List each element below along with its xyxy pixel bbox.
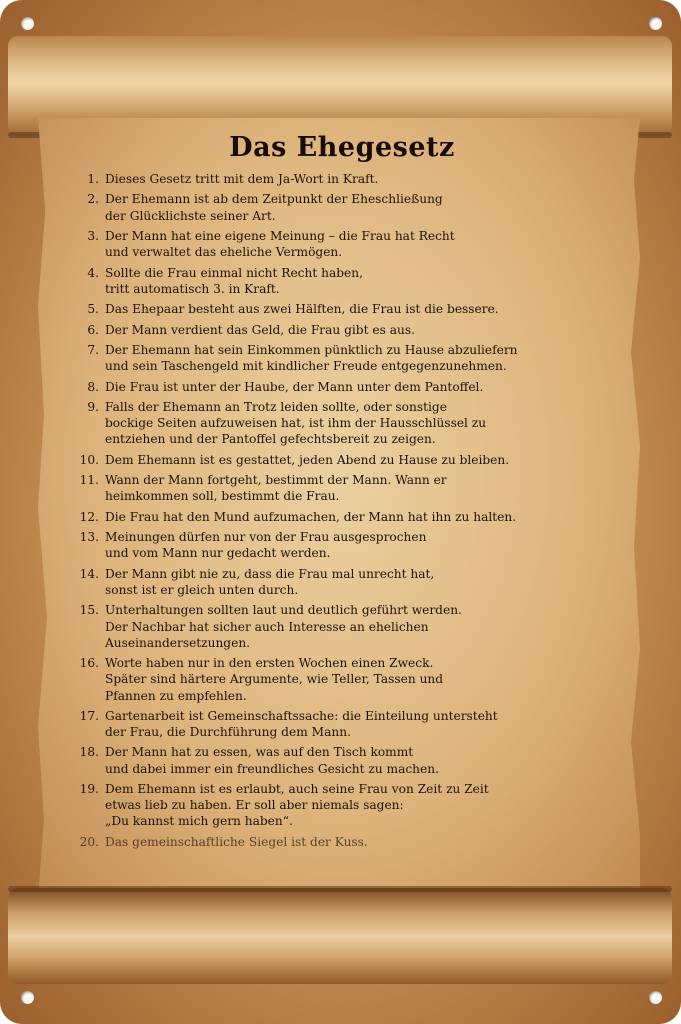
mounting-hole-bottom-right [649, 991, 662, 1004]
law-text [105, 834, 630, 850]
law-text [105, 655, 630, 704]
law-text-line: Das Ehepaar besteht aus zwei Hälften, die Frau ist die bessere. [105, 302, 499, 317]
mounting-hole-top-left [21, 17, 34, 30]
law-text-line: Worte haben nur in den ersten Wochen einen Zweck. [105, 656, 434, 671]
law-text-line: Auseinandersetzungen. [105, 635, 251, 650]
law-text-line: Unterhaltungen sollten laut und deutlich geführt werden. [105, 603, 462, 618]
law-text [105, 566, 630, 598]
law-text-line: Falls der Ehemann an Trotz leiden sollte, oder sonstige [105, 399, 447, 414]
law-text [105, 472, 630, 504]
law-item [78, 322, 638, 338]
law-text [105, 301, 630, 317]
law-item [78, 529, 638, 561]
law-item [78, 566, 638, 598]
law-number: 8. [87, 379, 99, 394]
law-text [105, 171, 630, 187]
law-item [78, 191, 638, 223]
law-item [78, 708, 638, 740]
law-item [78, 509, 638, 525]
law-text [105, 602, 630, 651]
law-number: 12. [79, 509, 99, 524]
law-item [78, 228, 638, 260]
law-number: 13. [79, 530, 99, 545]
law-text-line: Der Mann verdient das Geld, die Frau gibt es aus. [105, 322, 415, 337]
law-text-line: Der Mann hat zu essen, was auf den Tisch kommt [105, 745, 414, 760]
law-text-line: Der Mann gibt nie zu, dass die Frau mal unrecht hat, [105, 566, 435, 581]
law-text [105, 342, 630, 374]
mounting-hole-bottom-left [21, 991, 34, 1004]
law-number: 15. [79, 603, 99, 618]
law-number: 17. [79, 708, 99, 723]
law-item [78, 655, 638, 704]
law-text-line: Pfannen zu empfehlen. [105, 688, 247, 703]
law-item [78, 342, 638, 374]
law-text-line: Die Frau hat den Mund aufzumachen, der Mann hat ihn zu halten. [105, 509, 517, 524]
law-item [78, 834, 638, 850]
law-text-line: Der Mann hat eine eigene Meinung – die Frau hat Recht [105, 228, 455, 243]
law-text [105, 228, 630, 260]
law-number: 9. [87, 399, 99, 414]
scroll-bottom-roll-shadow [8, 886, 672, 892]
law-text [105, 708, 630, 740]
law-text-line: der Frau, die Durchführung dem Mann. [105, 725, 351, 740]
law-text-line: heimkommen soll, bestimmt die Frau. [105, 489, 340, 504]
law-item [78, 379, 638, 395]
law-text-line: Das gemeinschaftliche Siegel ist der Kuss. [105, 834, 368, 849]
law-text-line: „Du kannst mich gern haben“. [105, 814, 293, 829]
law-number: 3. [87, 228, 99, 243]
law-number: 6. [87, 322, 99, 337]
law-item [78, 744, 638, 776]
law-item [78, 452, 638, 468]
law-text [105, 509, 630, 525]
law-text-line: Dem Ehemann ist es erlaubt, auch seine Frau von Zeit zu Zeit [105, 782, 489, 797]
law-text-line: Später sind härtere Argumente, wie Teller, Tassen und [105, 672, 444, 687]
law-text-line: und verwaltet das eheliche Vermögen. [105, 245, 343, 260]
law-text-line: Die Frau ist unter der Haube, der Mann unter dem Pantoffel. [105, 379, 484, 394]
law-text [105, 399, 630, 448]
law-text [105, 265, 630, 297]
law-number: 11. [79, 473, 99, 488]
law-item [78, 265, 638, 297]
mounting-hole-top-right [649, 17, 662, 30]
law-number: 7. [87, 342, 99, 357]
law-text-line: Der Ehemann hat sein Einkommen pünktlich zu Hause abzuliefern [105, 342, 518, 357]
law-text-line: tritt automatisch 3. in Kraft. [105, 281, 280, 296]
law-text-line: Gartenarbeit ist Gemeinschaftssache: die Einteilung untersteht [105, 708, 498, 723]
law-text-line: Sollte die Frau einmal nicht Recht haben, [105, 265, 363, 280]
law-text-line: Dem Ehemann ist es gestattet, jeden Abend zu Hause zu bleiben. [105, 452, 510, 467]
law-text [105, 379, 630, 395]
law-number: 4. [87, 265, 99, 280]
law-item [78, 171, 638, 187]
law-number: 10. [79, 452, 99, 467]
law-text-line: sonst ist er gleich unten durch. [105, 582, 299, 597]
law-number: 2. [87, 192, 99, 207]
law-number: 18. [79, 745, 99, 760]
law-text-line: entziehen und der Pantoffel gefechtsbereit zu zeigen. [105, 432, 436, 447]
law-item [78, 602, 638, 651]
law-text [105, 452, 630, 468]
law-number: 5. [87, 302, 99, 317]
law-item [78, 301, 638, 317]
law-number: 19. [79, 782, 99, 797]
law-text-line: und dabei immer ein freundliches Gesicht zu machen. [105, 761, 439, 776]
law-text-line: Der Nachbar hat sicher auch Interesse an ehelichen [105, 619, 429, 634]
law-item [78, 399, 638, 448]
law-text-line: etwas lieb zu haben. Er soll aber niemals sagen: [105, 798, 404, 813]
law-text [105, 322, 630, 338]
law-text-line: und vom Mann nur gedacht werden. [105, 546, 331, 561]
law-text-line: Der Ehemann ist ab dem Zeitpunkt der Eheschließung [105, 192, 443, 207]
law-text [105, 744, 630, 776]
document-title: Das Ehegesetz [229, 132, 455, 163]
law-item [78, 472, 638, 504]
law-list [78, 171, 638, 850]
law-text [105, 781, 630, 830]
law-text [105, 191, 630, 223]
scroll-bottom-roll [8, 888, 672, 984]
law-number: 16. [79, 656, 99, 671]
law-item [78, 781, 638, 830]
law-text-line: Wann der Mann fortgeht, bestimmt der Mann. Wann er [105, 473, 447, 488]
law-number: 20. [79, 834, 99, 849]
law-text-line: Dieses Gesetz tritt mit dem Ja-Wort in Kraft. [105, 172, 379, 186]
document-content [78, 132, 638, 854]
law-number: 1. [87, 172, 99, 186]
law-text-line: Meinungen dürfen nur von der Frau ausgesprochen [105, 530, 427, 545]
law-number: 14. [79, 566, 99, 581]
law-text-line: der Glücklichste seiner Art. [105, 208, 276, 223]
law-text-line: und sein Taschengeld mit kindlicher Freude entgegenzunehmen. [105, 359, 507, 374]
law-text [105, 529, 630, 561]
law-text-line: bockige Seiten aufzuweisen hat, ist ihm der Hausschlüssel zu [105, 416, 487, 431]
